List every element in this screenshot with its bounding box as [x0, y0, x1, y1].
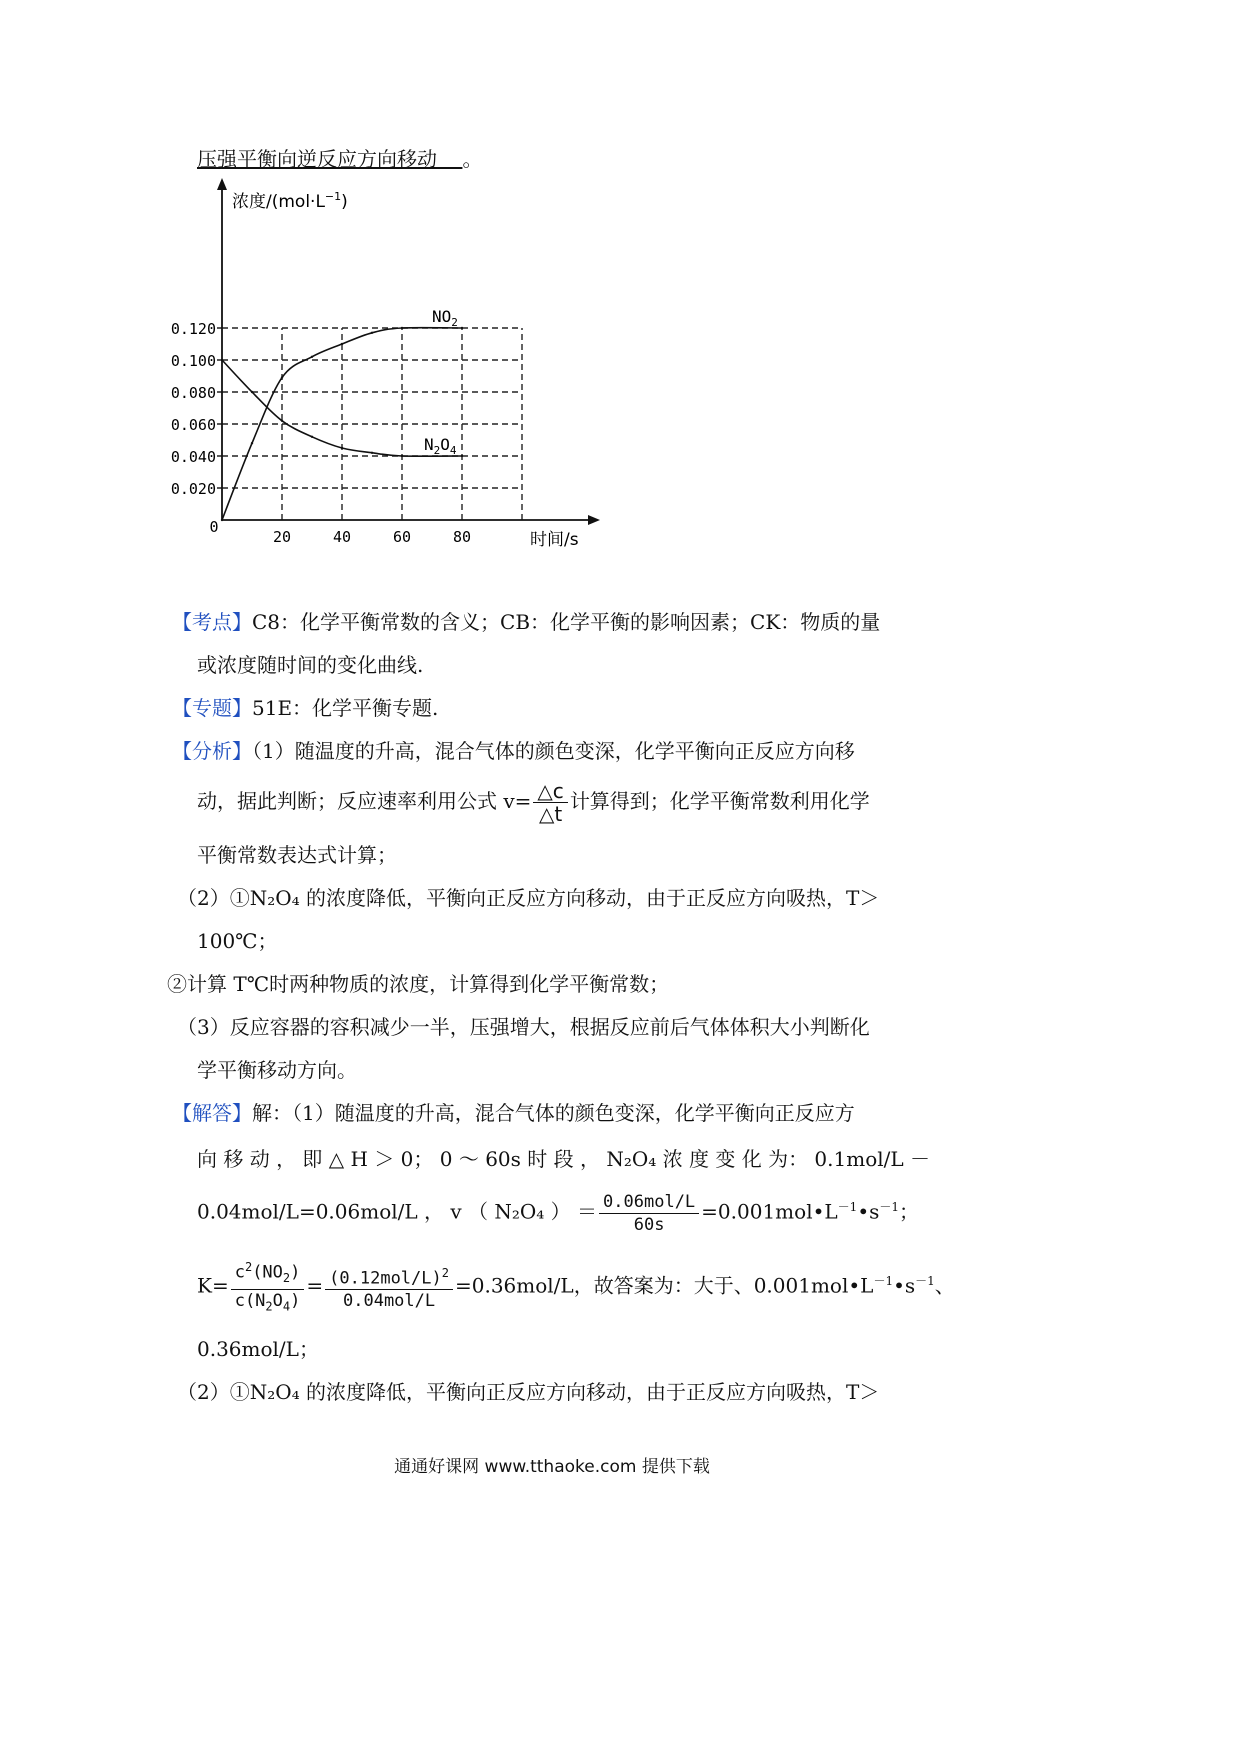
y-tick-label: 0.060: [170, 416, 216, 434]
fenxi-line8: 学平衡移动方向。: [197, 1058, 357, 1082]
unit-exponent-2: －1: [879, 1200, 900, 1214]
jieda-tag: 【解答】: [172, 1101, 252, 1125]
jieda-text3-end: ；: [899, 1199, 920, 1224]
rate-formula-fraction: [533, 780, 567, 825]
no2-curve-point: [281, 376, 283, 378]
intro-trail: 。: [462, 147, 483, 171]
jieda-line6: （2）①N₂O₄ 的浓度降低，平衡向正反应方向移动，由于正反应方向吸热，T＞: [177, 1380, 880, 1404]
fenxi-tag: 【分析】: [172, 739, 252, 763]
unit-s: •s: [857, 1199, 880, 1224]
k-expression-denominator: $c(N_2O_4)$: [234, 1291, 301, 1314]
y-axis-label: 浓度$/(mol\cdot L^{-1})$: [232, 190, 348, 212]
k-prefix: K=: [197, 1273, 229, 1298]
no2-label: $NO_2$: [432, 307, 458, 329]
n2o4-curve-point: [341, 447, 343, 449]
rate-value-denominator: 60s: [633, 1214, 665, 1235]
n2o4-curve-point: [281, 420, 283, 422]
n2o4-curve-point: [221, 359, 223, 361]
no2-curve-point: [251, 442, 253, 444]
jieda-text3b: =0.001mol•L: [701, 1199, 838, 1224]
n2o4-curve-point: [311, 436, 313, 438]
origin-label: 0: [209, 518, 219, 536]
n2o4-curve-point: [461, 455, 463, 457]
k-unit-exponent-2: －1: [915, 1274, 935, 1288]
kaodian-text: C8：化学平衡常数的含义；CB：化学平衡的影响因素；CK：物质的量: [252, 610, 881, 634]
fenxi-line3: 平衡常数表达式计算；: [197, 843, 397, 867]
rate-value-fraction: [599, 1191, 699, 1236]
k-expression-fraction: [231, 1256, 305, 1317]
fenxi-line6: ②计算 T℃时两种物质的浓度，计算得到化学平衡常数；: [167, 972, 670, 996]
n2o4-curve-point: [401, 455, 403, 457]
fenxi-text2b: 计算得到；化学平衡常数利用化学: [569, 789, 870, 813]
fenxi-line2: [197, 776, 870, 826]
zhuanti-line: [172, 695, 438, 721]
concentration-time-chart: [160, 175, 780, 555]
x-tick-label: 80: [452, 528, 472, 546]
kaodian-line2: 或浓度随时间的变化曲线.: [197, 653, 424, 677]
k-value-numerator: $(0.12mol/L)^2$: [325, 1262, 453, 1291]
x-axis-arrow: [588, 515, 600, 525]
x-axis-label: 时间/s: [530, 530, 579, 550]
n2o4-label: $N_2O_4$: [424, 435, 457, 457]
fenxi-line1: [172, 738, 855, 764]
intro-line: [197, 146, 482, 172]
fenxi-text1: （1）随温度的升高，混合气体的颜色变深，化学平衡向正反应方向移: [252, 739, 855, 763]
y-tick-label: 0.080: [170, 384, 216, 402]
x-tick-label: 20: [272, 528, 292, 546]
jieda-k-line: [197, 1253, 955, 1318]
y-tick-label: 0.100: [170, 352, 216, 370]
no2-curve-point: [401, 327, 403, 329]
zhuanti-text: 51E：化学平衡专题.: [252, 696, 439, 720]
fenxi-line5: 100℃；: [197, 929, 278, 953]
y-tick-label: 0.020: [170, 480, 216, 498]
rate-formula-denominator: △t: [539, 802, 563, 826]
unit-exponent-1: －1: [837, 1200, 858, 1214]
jieda-line5: 0.36mol/L；: [197, 1337, 319, 1361]
rate-value-numerator: 0.06mol/L: [599, 1191, 699, 1214]
no2-curve-point: [341, 343, 343, 345]
fenxi-line4: （2）①N₂O₄ 的浓度降低，平衡向正反应方向移动，由于正反应方向吸热，T＞: [177, 886, 880, 910]
k-result-text: =0.36mol/L，故答案为：大于、0.001mol•L: [454, 1273, 874, 1298]
jieda-line2: 向 移 动 ， 即 △ H ＞ 0； 0 ～ 60s 时 段 ， N₂O₄ 浓 度 变 化 为： 0.1mol/L －: [197, 1147, 931, 1171]
k-unit-s: •s: [893, 1273, 916, 1298]
k-value-denominator: 0.04mol/L: [343, 1291, 436, 1312]
no2-curve-point: [461, 327, 463, 329]
k-equals: =: [306, 1273, 324, 1298]
no2-curve-point: [311, 356, 313, 358]
jieda-text1: 解：（1）随温度的升高，混合气体的颜色变深，化学平衡向正反应方: [252, 1101, 855, 1125]
jieda-text3a: 0.04mol/L=0.06mol/L ， v （ N₂O₄ ） ＝: [197, 1199, 598, 1224]
n2o4-curve-point: [371, 452, 373, 454]
jieda-line1: [172, 1100, 855, 1126]
n2o4-curve-point: [251, 391, 253, 393]
y-tick-label: 0.120: [170, 320, 216, 338]
zhuanti-tag: 【专题】: [172, 696, 252, 720]
no2-curve-point: [221, 519, 223, 521]
k-unit-exponent-1: －1: [873, 1274, 894, 1288]
k-expression-numerator: $c^2(NO_2)$: [231, 1256, 305, 1290]
kaodian-line1: [172, 609, 880, 635]
y-tick-label: 0.040: [170, 448, 216, 466]
x-tick-label: 60: [392, 528, 412, 546]
k-result-end: 、: [934, 1273, 955, 1298]
intro-underlined-text: 压强平衡向逆反应方向移动: [197, 147, 437, 171]
jieda-line3: [197, 1182, 919, 1237]
y-axis-arrow: [217, 178, 227, 190]
rate-formula-numerator: △c: [533, 780, 567, 803]
no2-curve-point: [371, 332, 373, 334]
footer-text: 通通好课网 www.tthaoke.com 提供下载: [394, 1457, 710, 1477]
k-value-fraction: [325, 1262, 453, 1313]
x-tick-label: 40: [332, 528, 352, 546]
kaodian-tag: 【考点】: [172, 610, 252, 634]
fenxi-line7: （3）反应容器的容积减少一半，压强增大，根据反应前后气体体积大小判断化: [177, 1015, 870, 1039]
fenxi-text2a: 动，据此判断；反应速率利用公式 v=: [197, 789, 532, 813]
